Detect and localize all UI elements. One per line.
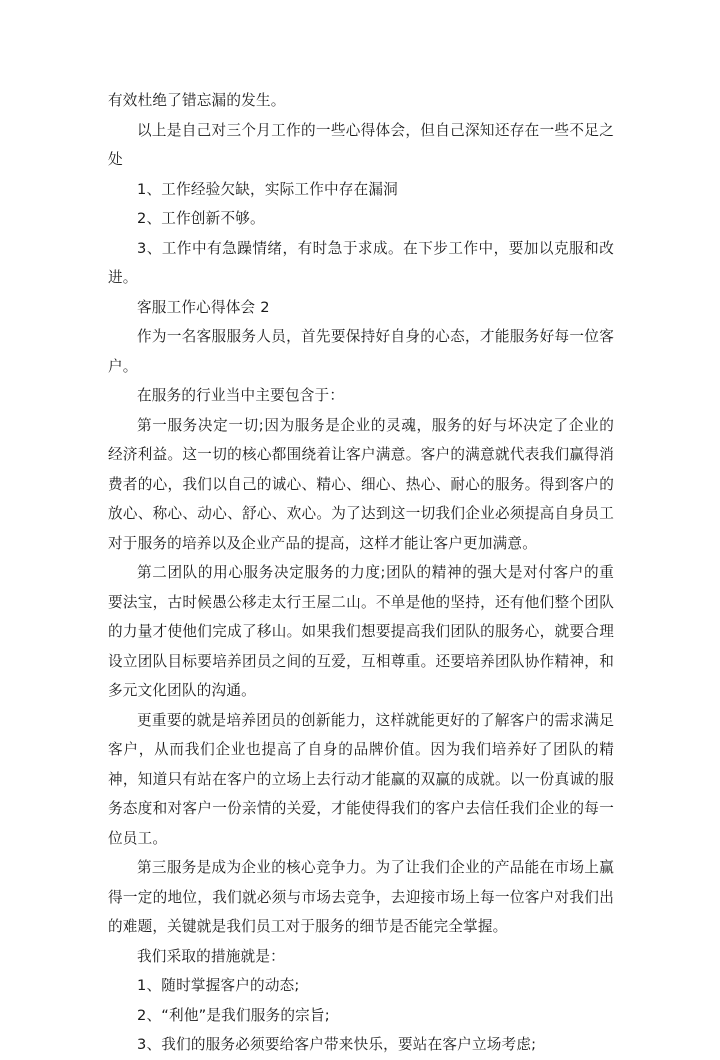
- list-item: 2、“利他”是我们服务的宗旨;: [137, 1006, 330, 1024]
- paragraph: 我们采取的措施就是：: [137, 947, 285, 965]
- paragraph: 第三服务是成为企业的核心竞争力。为了让我们企业的产品能在市场上赢得一定的地位，我们就必须与市场去竞争，去迎接市场上每一位客户对我们出的难题，关键就是我们员工对于服务的细节是否能完全掌握。: [108, 859, 614, 935]
- paragraph: 第二团队的用心服务决定服务的力度;团队的精神的强大是对付客户的重要法宝，古时候愚公移走太行王屋二山。不单是他的坚持，还有他们整个团队的力量才使他们完成了移山。如果我们想要提高我们团队的服务心，就要合理设立团队目标要培养团员之间的互爱，互相尊重。还要培养团队协作精神，和多元文化团队的沟通。: [108, 564, 614, 699]
- list-item: 1、随时掌握客户的动态;: [137, 977, 300, 994]
- list-item: 3、工作中有急躁情绪，有时急于求成。在下步工作中，要加以克服和改进。: [108, 239, 614, 286]
- paragraph: 有效杜绝了错忘漏的发生。: [108, 92, 286, 109]
- paragraph: 以上是自己对三个月工作的一些心得体会，但自己深知还存在一些不足之处: [108, 121, 614, 168]
- paragraph: 第一服务决定一切;因为服务是企业的灵魂，服务的好与坏决定了企业的经济利益。这一切的核心都围绕着让客户满意。客户的满意就代表我们赢得消费者的心，我们以自己的诚心、精心、细心、热心、耐心的服务。得到客户的放心、称心、动心、舒心、欢心。为了达到这一切我们企业必须提高自身员工对于服务的培养以及企业产品的提高，这样才能让客户更加满意。: [108, 416, 614, 552]
- paragraph: 在服务的行业当中主要包含于：: [137, 387, 345, 404]
- paragraph: 更重要的就是培养团员的创新能力，这样就能更好的了解客户的需求满足客户，从而我们企业也提高了自身的品牌价值。因为我们培养好了团队的精神，知道只有站在客户的立场上去行动才能赢的双赢的成就。以一份真诚的服务态度和对客户一份亲情的关爱，才能使得我们的客户去信任我们企业的每一位员工。: [108, 711, 614, 847]
- paragraph: 作为一名客服服务人员，首先要保持好自身的心态，才能服务好每一位客户。: [108, 328, 614, 375]
- section-heading: 客服工作心得体会 2: [137, 298, 270, 316]
- document-body: [108, 86, 614, 1060]
- list-item: 3、我们的服务必须要给客户带来快乐，要站在客户立场考虑;: [137, 1036, 537, 1053]
- list-item: 1、工作经验欠缺，实际工作中存在漏洞: [137, 180, 398, 198]
- list-item: 2、工作创新不够。: [137, 210, 265, 227]
